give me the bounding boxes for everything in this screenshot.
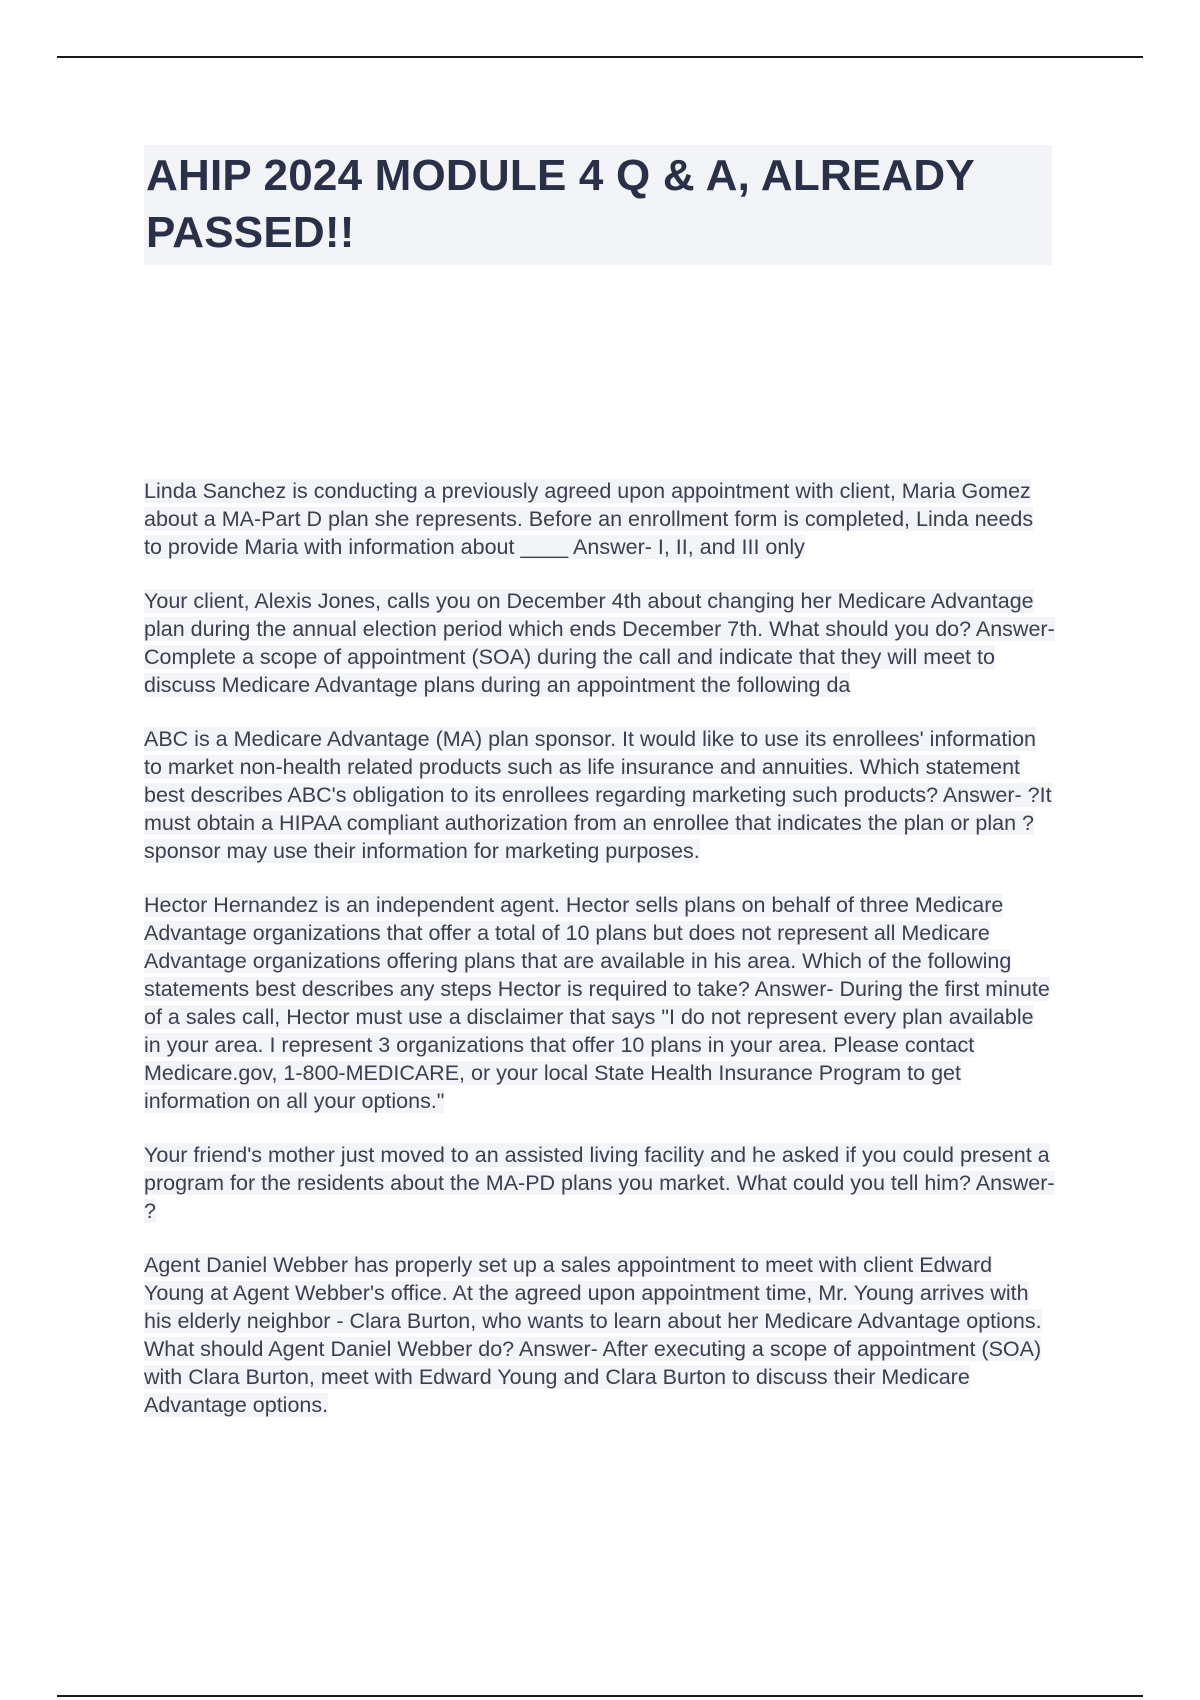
title-block (144, 145, 1052, 265)
qa-item (144, 1251, 1056, 1419)
qa-item (144, 891, 1056, 1115)
qa-item-text: Hector Hernandez is an independent agent. Hector sells plans on behalf of three Medicare Advantage organizations that offer a total of 10 plans but does not represent all Medicare Advantage organizations offering plans that are available in his area. Which of the following statements best describes any steps Hector is required to take? Answer- During the first minute of a sales call, Hector must use a disclaimer that says "I do not represent every plan available in your area. I represent 3 organizations that offer 10 plans in your area. Please contact Medicare.gov, 1-800-MEDICARE, or your local State Health Insurance Program to get information on all your options." (144, 893, 1050, 1113)
qa-list (144, 477, 1056, 1445)
qa-item (144, 477, 1056, 561)
qa-item-text: Your client, Alexis Jones, calls you on December 4th about changing her Medicare Advantage plan during the annual election period which ends December 7th. What should you do? Answer- Complete a scope of appointment (SOA) during the call and indicate that they will meet to discuss Medicare Advantage plans during an appointment the following da (144, 589, 1055, 697)
qa-item-text: Your friend's mother just moved to an assisted living facility and he asked if you could present a program for the residents about the MA-PD plans you market. What could you tell him? Answer- ? (144, 1143, 1055, 1223)
qa-item (144, 587, 1056, 699)
qa-item (144, 725, 1056, 865)
qa-item-text: Agent Daniel Webber has properly set up a sales appointment to meet with client Edward Young at Agent Webber's office. At the agreed upon appointment time, Mr. Young arrives with his elderly neighbor - Clara Burton, who wants to learn about her Medicare Advantage options. What should Agent Daniel Webber do? Answer- After executing a scope of appointment (SOA) with Clara Burton, meet with Edward Young and Clara Burton to discuss their Medicare Advantage options. (144, 1253, 1042, 1417)
qa-item-text: Linda Sanchez is conducting a previously agreed upon appointment with client, Maria Gomez about a MA-Part D plan she represents. Before an enrollment form is completed, Linda needs to provide Maria with information about ____ Answer- I, II, and III only (144, 479, 1034, 559)
bottom-divider (57, 1695, 1143, 1697)
qa-item-text: ABC is a Medicare Advantage (MA) plan sponsor. It would like to use its enrollees' information to market non-health related products such as life insurance and annuities. Which statement best describes ABC's obligation to its enrollees regarding marketing such products? Answer- ?It must obtain a HIPAA compliant authorization from an enrollee that indicates the plan or plan ?sponsor may use their information for marketing purposes. (144, 727, 1052, 863)
top-divider (57, 56, 1143, 58)
qa-item (144, 1141, 1056, 1225)
document-title: AHIP 2024 MODULE 4 Q & A, ALREADY PASSED!! (146, 151, 975, 257)
